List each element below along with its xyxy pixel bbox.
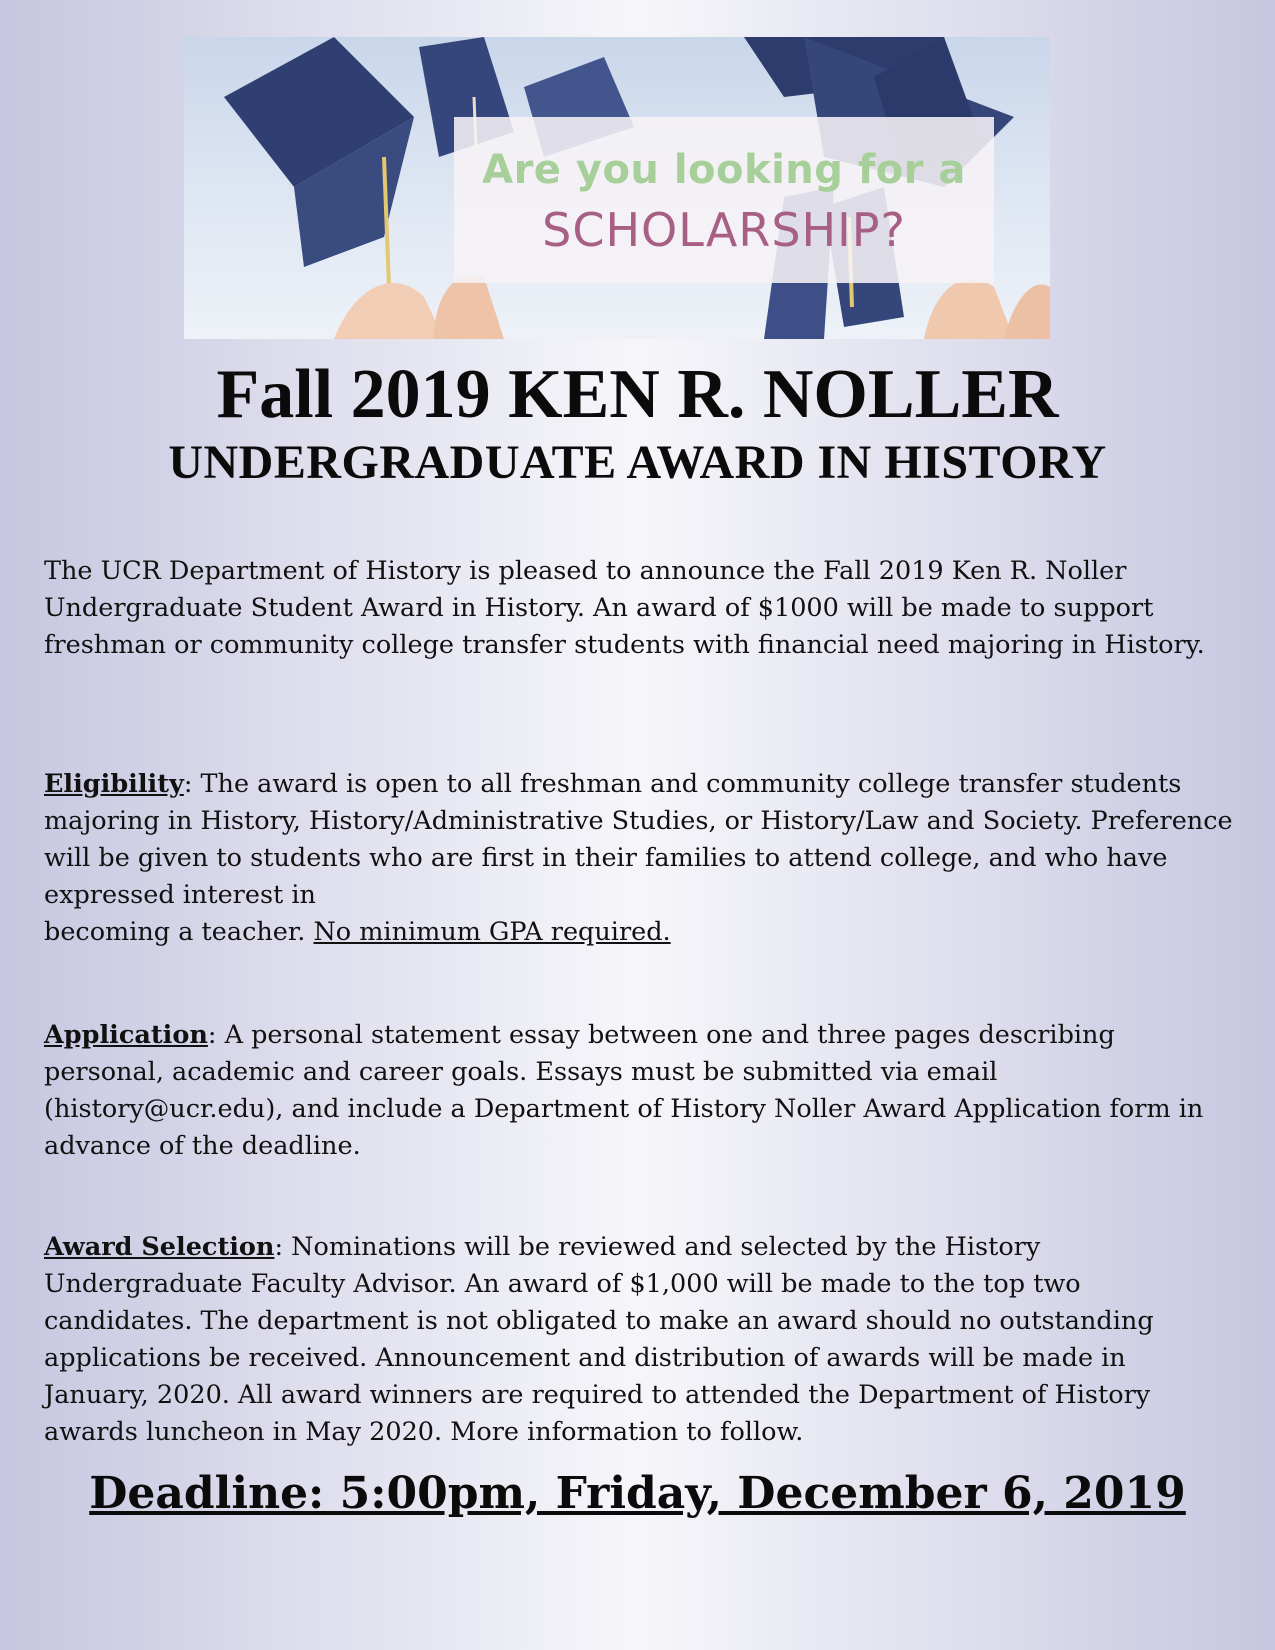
eligibility-text: : The award is open to all freshman and community college transfer students majoring in History, History/Administrative Studies, or History/Law and Society. Preference will be given to students who are first in their families to attend college, and who have expressed interest in [44, 769, 1233, 910]
banner-headline: SCHOLARSHIP? [542, 203, 906, 257]
eligibility-section [44, 766, 1234, 951]
award-selection-label: Award Selection [44, 1232, 275, 1262]
eligibility-text-continued: becoming a teacher. [44, 917, 314, 947]
application-text: : A personal statement essay between one and three pages describing personal, academic and career goals. Essays must be submitted via email (history@ucr.edu), and include a Department of History Noller Award Application form in advance of the deadline. [44, 1020, 1204, 1161]
application-section [44, 1017, 1234, 1165]
eligibility-label: Eligibility [44, 769, 184, 799]
gpa-note: No minimum GPA required. [313, 917, 671, 947]
award-selection-section [44, 1229, 1234, 1451]
scholarship-banner-image [184, 37, 1050, 339]
page-title: Fall 2019 KEN R. NOLLER [216, 356, 1059, 433]
application-label: Application [44, 1020, 208, 1050]
banner-tagline: Are you looking for a [482, 147, 966, 193]
page-subtitle: UNDERGRADUATE AWARD IN HISTORY [168, 436, 1107, 489]
intro-paragraph: The UCR Department of History is pleased to announce the Fall 2019 Ken R. Noller Undergraduate Student Award in History. An award of $1000 will be made to support freshman or community college transfer students with financial need majoring in History. [44, 556, 1205, 660]
banner-caption-box [454, 117, 994, 283]
award-selection-text: : Nominations will be reviewed and selected by the History Undergraduate Faculty Advisor. An award of $1,000 will be made to the top two candidates. The department is not obligated to make an award should no outstanding applications be received. Announcement and distribution of awards will be made in January, 2020. All award winners are required to attended the Department of History awards luncheon in May 2020. More information to follow. [44, 1232, 1154, 1447]
deadline-notice: Deadline: 5:00pm, Friday, December 6, 2019 [89, 1468, 1186, 1519]
